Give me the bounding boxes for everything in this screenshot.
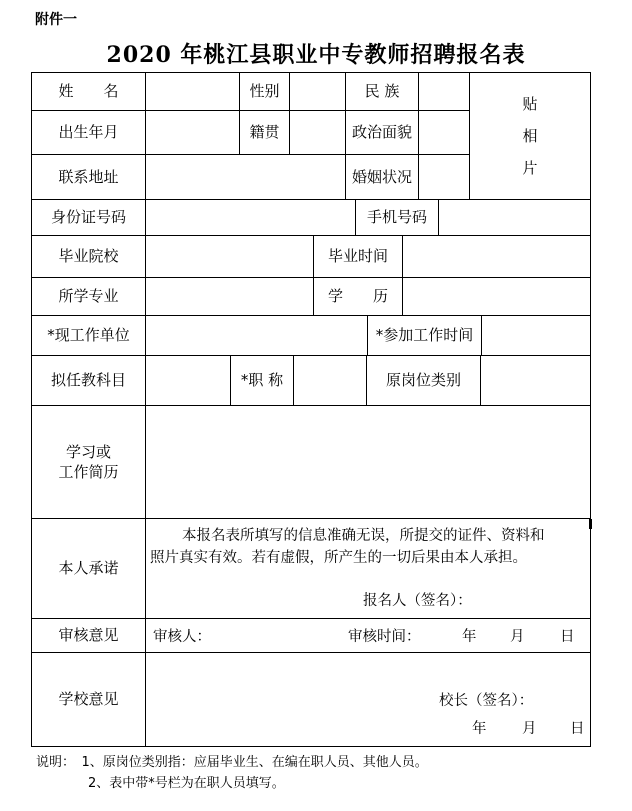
applicant-signature[interactable]: 报名人（签名）： [363, 593, 472, 609]
work-unit-label: *现工作单位 [32, 316, 146, 356]
attachment-label: 附件一 [35, 12, 77, 28]
birth-field[interactable] [146, 111, 240, 155]
school-day: 日 [570, 721, 585, 737]
birth-label: 出生年月 [32, 111, 146, 155]
address-label: 联系地址 [32, 155, 146, 200]
name-label: 姓 名 [32, 73, 146, 111]
reviewer-label: 审核人： [153, 629, 211, 645]
address-field[interactable] [146, 155, 346, 200]
id-number-label: 身份证号码 [32, 200, 146, 236]
marital-field[interactable] [419, 155, 470, 200]
resume-label-line1: 学习或 [65, 442, 111, 461]
ethnicity-label: 民 族 [346, 73, 419, 111]
school-label: 毕业院校 [32, 236, 146, 278]
political-field[interactable] [419, 111, 470, 155]
id-number-field[interactable] [146, 200, 356, 236]
form-title: 2020 年桃江县职业中专教师招聘报名表 [106, 42, 526, 68]
grad-time-field[interactable] [403, 236, 590, 278]
registration-form [31, 72, 591, 747]
promise-line-1: 本报名表所填写的信息准确无误，所提交的证件、资料和 [182, 528, 545, 544]
notes [36, 752, 428, 794]
photo-label-2: 相 [522, 126, 538, 145]
phone-label: 手机号码 [356, 200, 439, 236]
grad-time-label: 毕业时间 [314, 236, 403, 278]
review-time-label: 审核时间： [348, 629, 421, 645]
subject-field[interactable] [146, 356, 231, 406]
marital-label: 婚姻状况 [346, 155, 419, 200]
review-label: 审核意见 [32, 619, 146, 653]
school-month: 月 [522, 721, 537, 737]
photo-label-3: 片 [522, 159, 538, 178]
orig-post-label: 原岗位类别 [367, 356, 481, 406]
note-line-2: 2、表中带*号栏为在职人员填写。 [88, 776, 285, 791]
school-year: 年 [472, 721, 487, 737]
note-line-1: 说明： 1、原岗位类别指：应届毕业生、在编在职人员、其他人员。 [36, 755, 428, 770]
title-rank-label: *职 称 [231, 356, 294, 406]
work-start-label: *参加工作时间 [368, 316, 482, 356]
resume-label-line2: 工作简历 [58, 463, 119, 481]
native-label: 籍贯 [240, 111, 290, 155]
review-year: 年 [462, 629, 477, 645]
political-label: 政治面貌 [346, 111, 419, 155]
orig-post-field[interactable] [481, 356, 590, 406]
review-month: 月 [510, 629, 525, 645]
gender-label: 性别 [240, 73, 290, 111]
resume-label [32, 406, 146, 519]
native-field[interactable] [290, 111, 346, 155]
ethnicity-field[interactable] [419, 73, 470, 111]
title-rank-field[interactable] [294, 356, 367, 406]
gender-field[interactable] [290, 73, 346, 111]
resume-field[interactable] [146, 406, 590, 519]
education-field[interactable] [403, 278, 590, 316]
name-field[interactable] [146, 73, 240, 111]
photo-box[interactable] [470, 73, 590, 200]
promise-statement [150, 525, 590, 570]
major-field[interactable] [146, 278, 314, 316]
photo-label-1: 贴 [522, 94, 538, 113]
work-unit-field[interactable] [146, 316, 368, 356]
principal-signature[interactable]: 校长（签名）： [439, 693, 534, 709]
subject-label: 拟任教科目 [32, 356, 146, 406]
edge-mark [589, 519, 592, 529]
major-label: 所学专业 [32, 278, 146, 316]
promise-line-2: 照片真实有效。若有虚假，所产生的一切后果由本人承担。 [150, 550, 527, 567]
school-field[interactable] [146, 236, 314, 278]
education-label: 学 历 [314, 278, 403, 316]
work-start-field[interactable] [482, 316, 590, 356]
phone-field[interactable] [439, 200, 590, 236]
promise-label: 本人承诺 [32, 519, 146, 619]
school-opinion-label: 学校意见 [32, 653, 146, 746]
review-day: 日 [560, 629, 575, 645]
